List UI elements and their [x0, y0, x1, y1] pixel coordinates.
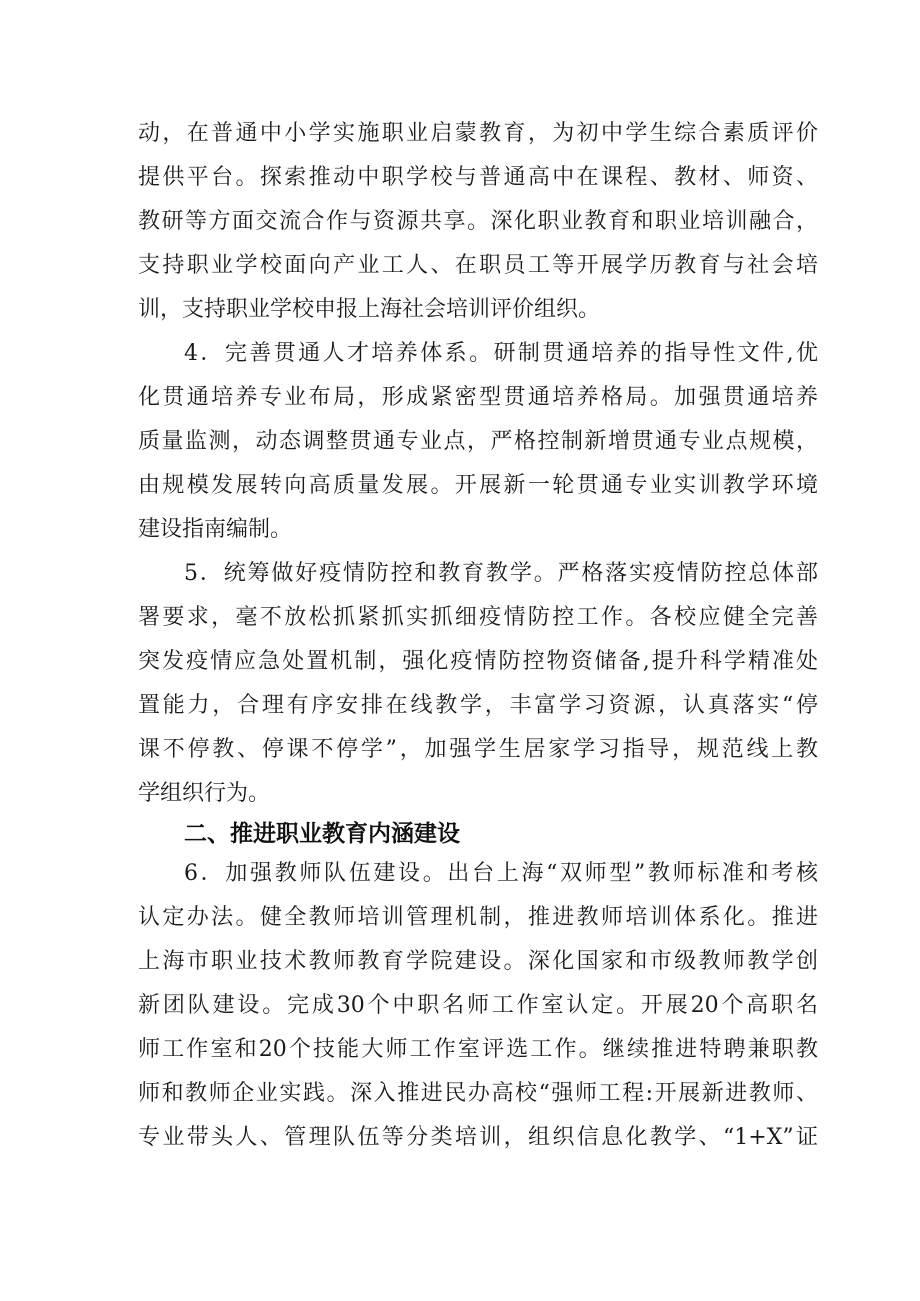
- section-heading: 二、推进职业教育内涵建设: [184, 821, 460, 847]
- paragraph-line: 提供平台。探索推动中职学校与普通高中在课程、教材、师资、: [138, 165, 818, 190]
- paragraph-line: 6．加强教师队伍建设。出台上海“双师型”教师标准和考核: [184, 861, 818, 886]
- paragraph-line: 支持职业学校面向产业工人、在职员工等开展学历教育与社会培: [138, 253, 818, 278]
- paragraph-line: 5．统筹做好疫情防控和教育教学。严格落实疫情防控总体部: [184, 561, 818, 586]
- paragraph-line: 专业带头人、管理队伍等分类培训，组织信息化教学、“1+X”证: [138, 1125, 818, 1150]
- paragraph-line: 署要求，毫不放松抓紧抓实抓细疫情防控工作。各校应健全完善: [138, 605, 818, 630]
- paragraph-line: 新团队建设。完成30个中职名师工作室认定。开展20个高职名: [138, 993, 818, 1018]
- paragraph-line: 课不停教、停课不停学”，加强学生居家学习指导，规范线上教: [138, 737, 818, 762]
- paragraph-line: 师和教师企业实践。深入推进民办高校“强师工程:开展新进教师、: [138, 1081, 818, 1106]
- paragraph-line: 4．完善贯通人才培养体系。研制贯通培养的指导性文件,优: [184, 341, 818, 366]
- paragraph-line: 师工作室和20个技能大师工作室评选工作。继续推进特聘兼职教: [138, 1037, 818, 1062]
- paragraph-line: 置能力，合理有序安排在线教学，丰富学习资源，认真落实“停: [138, 693, 818, 718]
- paragraph-line: 由规模发展转向高质量发展。开展新一轮贯通专业实训教学环境: [138, 473, 818, 498]
- paragraph-line: 上海市职业技术教师教育学院建设。深化国家和市级教师教学创: [138, 949, 818, 974]
- paragraph-line: 训，支持职业学校申报上海社会培训评价组织。: [138, 297, 601, 322]
- paragraph-line: 动，在普通中小学实施职业启蒙教育，为初中学生综合素质评价: [138, 121, 818, 146]
- paragraph-line: 学组织行为。: [138, 781, 271, 806]
- paragraph-line: 化贯通培养专业布局，形成紧密型贯通培养格局。加强贯通培养: [138, 385, 818, 410]
- paragraph-line: 突发疫情应急处置机制，强化疫情防控物资储备,提升科学精准处: [138, 649, 818, 674]
- paragraph-line: 建设指南编制。: [138, 517, 293, 542]
- paragraph-line: 教研等方面交流合作与资源共享。深化职业教育和职业培训融合，: [138, 209, 818, 234]
- paragraph-line: 认定办法。健全教师培训管理机制，推进教师培训体系化。推进: [138, 905, 818, 930]
- paragraph-line: 质量监测，动态调整贯通专业点，严格控制新增贯通专业点规模，: [138, 429, 818, 454]
